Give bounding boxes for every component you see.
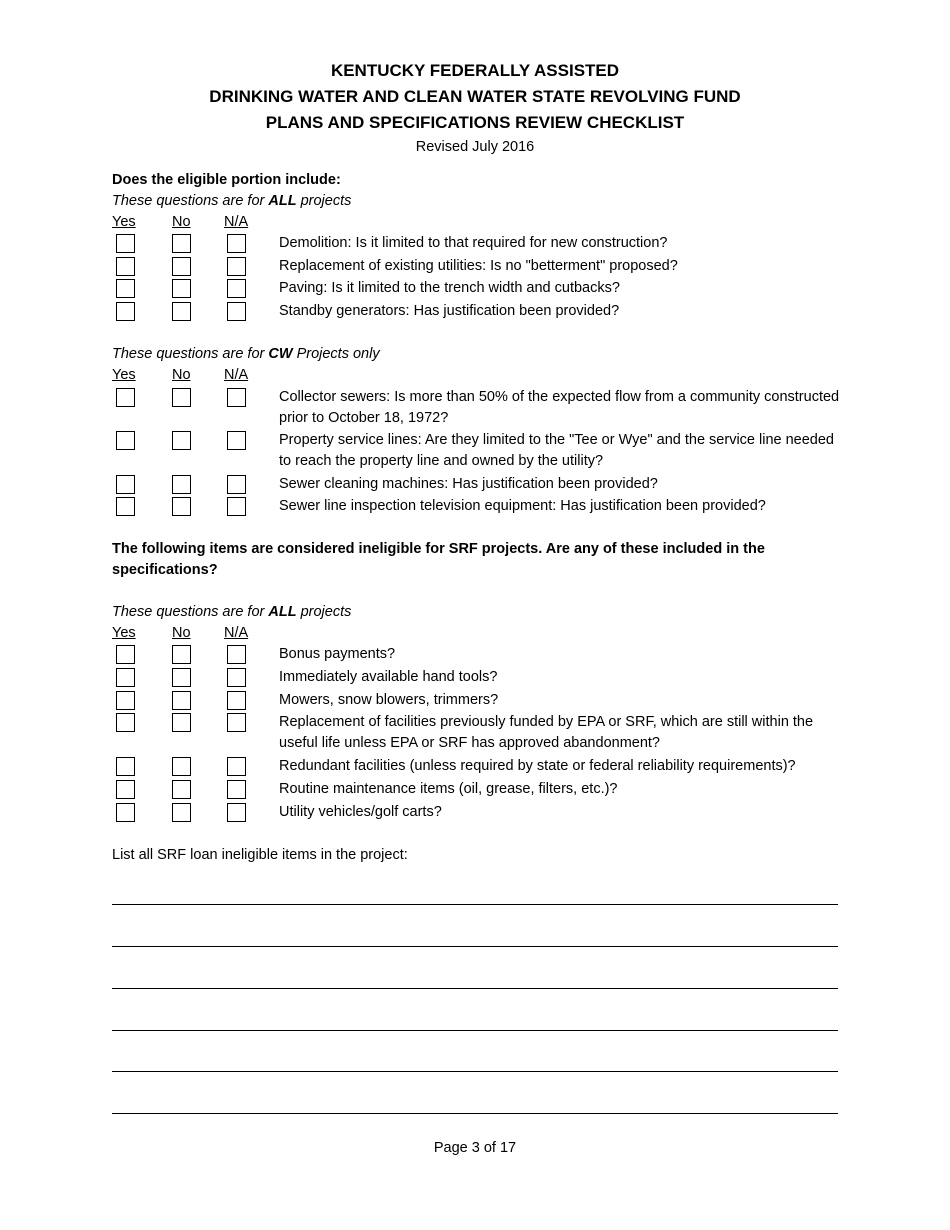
document-header <box>0 58 950 158</box>
yes-checkbox[interactable] <box>116 497 135 516</box>
na-checkbox[interactable] <box>227 803 246 822</box>
question-text: Replacement of existing utilities: Is no "betterment" proposed? <box>279 258 678 274</box>
na-checkbox[interactable] <box>227 780 246 799</box>
na-checkbox[interactable] <box>227 257 246 276</box>
section3-subheading <box>112 602 842 623</box>
col-header-no: No <box>172 214 191 230</box>
no-checkbox[interactable] <box>172 257 191 276</box>
question-text: Utility vehicles/golf carts? <box>279 804 442 820</box>
yes-checkbox[interactable] <box>116 302 135 321</box>
question-text: Demolition: Is it limited to that required for new construction? <box>279 235 668 251</box>
question-text: Bonus payments? <box>279 646 396 662</box>
yes-checkbox[interactable] <box>116 668 135 687</box>
ineligible-item-line[interactable] <box>112 1030 838 1031</box>
ineligible-item-line[interactable] <box>112 988 838 989</box>
yes-checkbox[interactable] <box>116 780 135 799</box>
yes-checkbox[interactable] <box>116 234 135 253</box>
yes-checkbox[interactable] <box>116 803 135 822</box>
yes-checkbox[interactable] <box>116 431 135 450</box>
title-line-2: DRINKING WATER AND CLEAN WATER STATE REVOLVING FUND <box>209 87 741 106</box>
no-checkbox[interactable] <box>172 713 191 732</box>
no-checkbox[interactable] <box>172 388 191 407</box>
subheading-suffix: projects <box>296 604 352 620</box>
na-checkbox[interactable] <box>227 497 246 516</box>
question-text: Replacement of facilities previously funded by EPA or SRF, which are still within the useful life unless EPA or SRF has approved abandonment? <box>279 714 814 751</box>
na-checkbox[interactable] <box>227 431 246 450</box>
subheading-prefix: These questions are for <box>112 193 269 209</box>
question-text: Mowers, snow blowers, trimmers? <box>279 692 499 708</box>
revision-date: Revised July 2016 <box>415 139 535 155</box>
yes-checkbox[interactable] <box>116 757 135 776</box>
no-checkbox[interactable] <box>172 279 191 298</box>
yes-checkbox[interactable] <box>116 645 135 664</box>
na-checkbox[interactable] <box>227 757 246 776</box>
no-checkbox[interactable] <box>172 431 191 450</box>
no-checkbox[interactable] <box>172 645 191 664</box>
question-text: Property service lines: Are they limited to the "Tee or Wye" and the service line needed to reach the property line and owned by the utility? <box>279 432 835 469</box>
ineligible-item-line[interactable] <box>112 1113 838 1114</box>
subheading-suffix: Projects only <box>292 346 380 362</box>
subheading-suffix: projects <box>296 193 352 209</box>
col-header-na: N/A <box>224 367 249 383</box>
col-header-na: N/A <box>224 625 249 641</box>
col-header-na: N/A <box>224 214 249 230</box>
subheading-prefix: These questions are for <box>112 346 269 362</box>
na-checkbox[interactable] <box>227 668 246 687</box>
question-text: Standby generators: Has justification been provided? <box>279 303 620 319</box>
yes-checkbox[interactable] <box>116 475 135 494</box>
subheading-emphasis: ALL <box>268 193 297 209</box>
title-line-1: KENTUCKY FEDERALLY ASSISTED <box>330 61 620 80</box>
question-text: Immediately available hand tools? <box>279 669 498 685</box>
subheading-emphasis: ALL <box>268 604 297 620</box>
question-text: Redundant facilities (unless required by state or federal reliability requirements)? <box>279 758 796 774</box>
na-checkbox[interactable] <box>227 234 246 253</box>
col-header-yes: Yes <box>112 625 136 641</box>
na-checkbox[interactable] <box>227 475 246 494</box>
question-text: Sewer cleaning machines: Has justification been provided? <box>279 476 658 492</box>
section1-subheading <box>112 191 842 212</box>
subheading-emphasis: CW <box>268 346 293 362</box>
question-text: Collector sewers: Is more than 50% of the expected flow from a community constructed prior to October 18, 1972? <box>279 389 840 426</box>
na-checkbox[interactable] <box>227 691 246 710</box>
ineligible-item-line[interactable] <box>112 1071 838 1072</box>
no-checkbox[interactable] <box>172 668 191 687</box>
na-checkbox[interactable] <box>227 279 246 298</box>
na-checkbox[interactable] <box>227 302 246 321</box>
yes-checkbox[interactable] <box>116 257 135 276</box>
ineligible-item-line[interactable] <box>112 904 838 905</box>
no-checkbox[interactable] <box>172 497 191 516</box>
no-checkbox[interactable] <box>172 757 191 776</box>
page-number: Page 3 of 17 <box>433 1140 517 1156</box>
question-text: Paving: Is it limited to the trench width and cutbacks? <box>279 280 620 296</box>
na-checkbox[interactable] <box>227 713 246 732</box>
section1-heading: Does the eligible portion include: <box>112 172 341 188</box>
na-checkbox[interactable] <box>227 388 246 407</box>
ineligible-item-line[interactable] <box>112 946 838 947</box>
col-header-no: No <box>172 625 191 641</box>
no-checkbox[interactable] <box>172 475 191 494</box>
col-header-yes: Yes <box>112 214 136 230</box>
no-checkbox[interactable] <box>172 691 191 710</box>
section3-heading: The following items are considered ineligible for SRF projects. Are any of these included in the specifications? <box>112 541 765 578</box>
col-header-yes: Yes <box>112 367 136 383</box>
no-checkbox[interactable] <box>172 780 191 799</box>
yes-checkbox[interactable] <box>116 388 135 407</box>
na-checkbox[interactable] <box>227 645 246 664</box>
question-text: Sewer line inspection television equipment: Has justification been provided? <box>279 498 766 514</box>
subheading-prefix: These questions are for <box>112 604 269 620</box>
ineligible-items-label: List all SRF loan ineligible items in the project: <box>112 847 408 863</box>
yes-checkbox[interactable] <box>116 691 135 710</box>
col-header-no: No <box>172 367 191 383</box>
no-checkbox[interactable] <box>172 234 191 253</box>
no-checkbox[interactable] <box>172 302 191 321</box>
no-checkbox[interactable] <box>172 803 191 822</box>
title-line-3: PLANS AND SPECIFICATIONS REVIEW CHECKLIST <box>265 113 685 132</box>
yes-checkbox[interactable] <box>116 279 135 298</box>
section2-subheading <box>112 344 842 365</box>
question-text: Routine maintenance items (oil, grease, filters, etc.)? <box>279 781 618 797</box>
yes-checkbox[interactable] <box>116 713 135 732</box>
